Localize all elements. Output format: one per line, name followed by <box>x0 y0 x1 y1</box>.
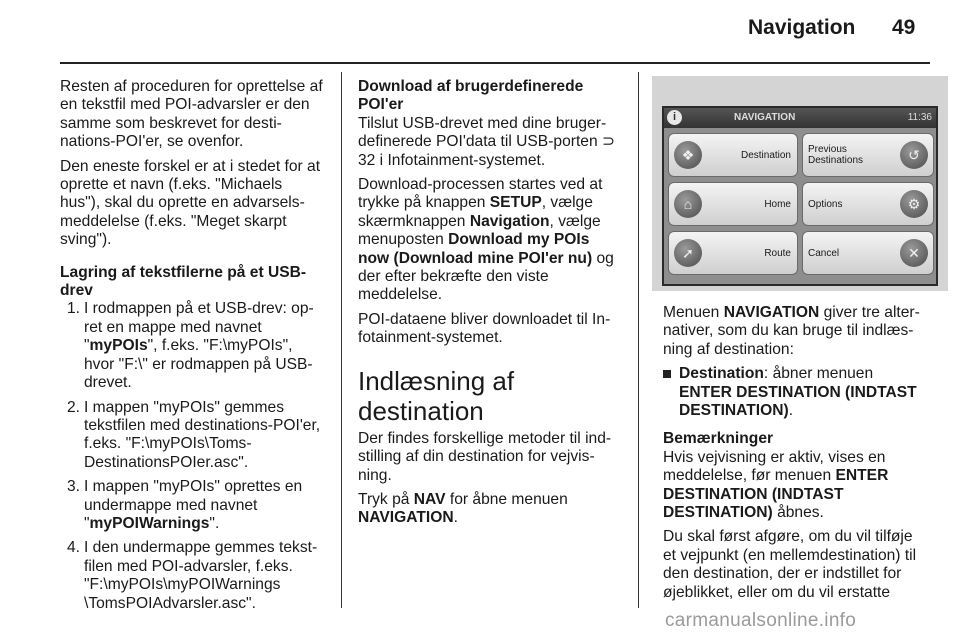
step-bold: myPOIWarnings <box>89 514 210 532</box>
home-icon: ⌂ <box>674 190 702 218</box>
list-item <box>60 300 326 392</box>
paragraph: Tryk på NAV for åbne menuen NAVIGATION. <box>358 490 568 527</box>
step-text: ", f.eks. "F:\myPOIs", hvor "F:\" er rodmappen på USB-drevet. <box>84 337 313 392</box>
note-heading: Bemærkninger <box>663 430 774 448</box>
bullet-item: Destination: åbner menuen ENTER DESTINATION (INDTAST DESTINATION). <box>663 365 925 420</box>
info-icon: i <box>667 110 682 125</box>
step-bold: myPOIs <box>89 337 148 355</box>
column-divider-1 <box>341 72 342 608</box>
step-number: 4. <box>67 539 81 557</box>
route-button <box>668 231 798 275</box>
column-divider-2 <box>638 72 639 608</box>
column-2 <box>358 78 624 534</box>
steps-list <box>60 300 326 613</box>
section-subheading: Lagring af tekstfilerne på et USB-drev <box>60 263 307 300</box>
paragraph: Menuen NAVIGATION giver tre alter nativer, som du kan bruge til indlæs ning af destination: <box>663 304 920 358</box>
paragraph: Download-processen startes ved at trykke på knappen SETUP, vælge skærmknappen Navigation, vælge menuposten Download my POIs now (Download mine POI'er nu) og der efter bekræfte den viste meddelelse. <box>358 176 614 304</box>
route-icon: ➚ <box>674 239 702 267</box>
button-label: Home <box>764 199 791 210</box>
cancel-button <box>802 231 934 275</box>
reference-symbol: ⊃ <box>601 133 616 151</box>
step-text: I mappen "myPOIs" oprettes en undermappe med navnet " <box>84 478 303 532</box>
watermark: carmanualsonline.info <box>665 610 857 631</box>
list-item <box>60 539 326 613</box>
column-3 <box>663 304 925 608</box>
note-text: Hvis vejvisning er aktiv, vises en meddelelse, før menuen ENTER DESTINATION (INDTAST DESTINATION) åbnes. <box>663 448 889 522</box>
step-number: 1. <box>67 300 81 318</box>
button-label: Destination <box>740 150 791 161</box>
options-icon: ⚙ <box>900 190 928 218</box>
paragraph: Tilslut USB-drevet med dine bruger definerede POI'data til USB-porten ⊃ 32 i Infotainment-systemet. <box>358 114 616 169</box>
button-label: Options <box>808 199 843 210</box>
step-text: ". <box>209 514 220 532</box>
step-number: 2. <box>67 398 81 416</box>
previous-destinations-icon: ↺ <box>900 141 928 169</box>
destination-button <box>668 133 798 177</box>
page-header-title: Navigation <box>748 16 856 39</box>
navigation-screen <box>662 106 938 286</box>
cancel-icon: ✕ <box>900 239 928 267</box>
paragraph: Du skal først afgøre, om du vil tilføje et vejpunkt (en mellemdestination) til den destination, der er indstillet for øjeblikket, eller om du vil erstatte <box>663 528 917 601</box>
paragraph: POI-dataene bliver downloadet til In fotainment-systemet. <box>358 310 611 347</box>
step-text: I den undermappe gemmes tekst filen med POI-advarsler, f.eks. "F:\myPOIs\myPOIWarnings \TomsPOIAdvarsler.asc". <box>84 539 318 612</box>
previous-destinations-button <box>802 133 934 177</box>
paragraph: Den eneste forskel er at i stedet for at oprette et navn (f.eks. "Michaels hus"), skal du oprette en advarsels meddelelse (f.eks. "Meget skarpt sving"). <box>60 157 321 249</box>
header-rule <box>60 62 930 64</box>
section-subheading: Download af brugerdefinerede POI'er <box>358 78 584 114</box>
navigation-screenshot <box>652 76 948 291</box>
options-button <box>802 182 934 226</box>
button-label: Previous Destinations <box>808 144 864 166</box>
page-number: 49 <box>892 16 916 39</box>
screen-titlebar <box>664 108 936 128</box>
note-block <box>663 430 925 602</box>
button-label: Route <box>764 248 791 259</box>
screen-clock: 11:36 <box>907 112 932 123</box>
step-text: I mappen "myPOIs" gemmes tekstfilen med destinations-POI'er, f.eks. "F:\myPOIs\Toms-DestinationsPOIer.asc". <box>84 398 321 471</box>
bullet-square-icon <box>663 370 671 378</box>
button-label: Cancel <box>808 248 840 259</box>
destination-icon: ❖ <box>674 141 702 169</box>
list-item <box>60 399 326 473</box>
home-button <box>668 182 798 226</box>
paragraph: Resten af proceduren for oprettelse af en tekstfil med POI-advarsler er den samme som beskrevet for desti nations-POI'er, se ovenfor. <box>60 78 323 151</box>
screen-title: NAVIGATION <box>734 112 796 123</box>
step-text: I rodmappen på et USB-drev: op ret en mappe med navnet " <box>84 300 314 355</box>
step-number: 3. <box>67 478 81 496</box>
paragraph: Der findes forskellige metoder til ind stilling af din destination for vejvis ning. <box>358 429 612 484</box>
list-item <box>60 478 326 533</box>
section-heading: Indlæsning af destination <box>358 365 515 426</box>
column-1 <box>60 78 326 619</box>
